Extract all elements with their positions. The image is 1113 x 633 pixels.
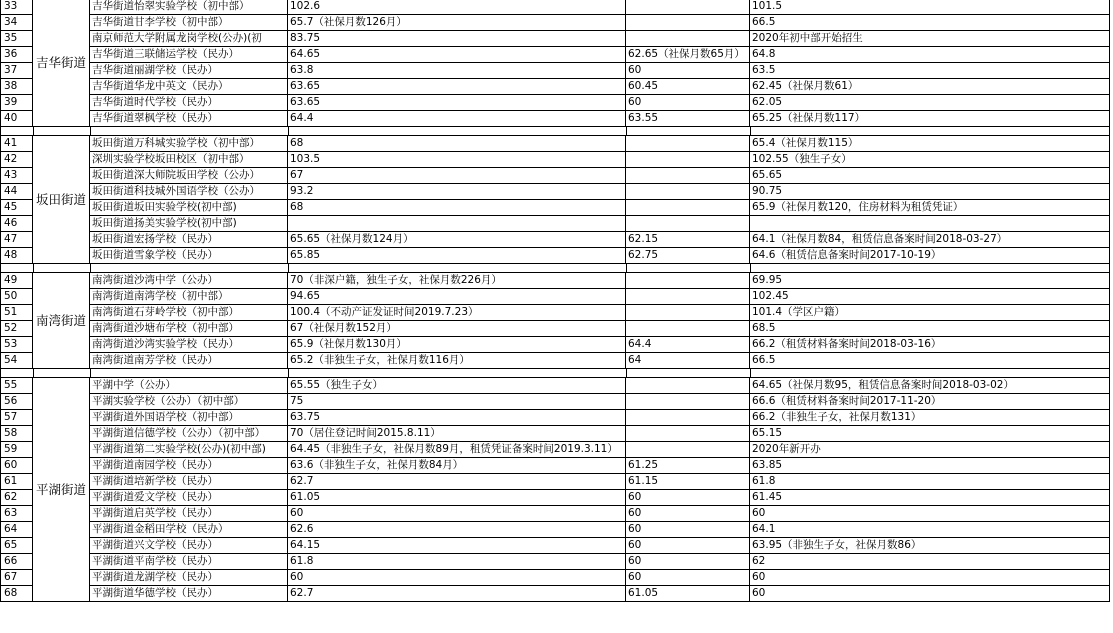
score-cell-private[interactable]: 60 xyxy=(626,63,750,79)
score-cell-public[interactable]: 60 xyxy=(288,506,626,522)
score-cell-private[interactable]: 60 xyxy=(626,490,750,506)
row-number-cell[interactable]: 64 xyxy=(0,522,33,538)
score-cell-prev-year[interactable]: 65.4（社保月数115） xyxy=(750,136,1110,152)
score-cell-private[interactable] xyxy=(626,136,750,152)
row-number-cell[interactable]: 59 xyxy=(0,442,33,458)
district-cell[interactable]: 吉华街道 xyxy=(33,0,90,127)
school-name-cell[interactable]: 平湖街道平南学校（民办） xyxy=(90,554,288,570)
school-name-cell[interactable]: 南湾街道沙湾实验学校（民办） xyxy=(90,337,288,353)
grid-line xyxy=(750,127,751,136)
score-cell-prev-year[interactable]: 64.1（社保月数84，租赁信息备案时间2018-03-27） xyxy=(750,232,1110,248)
score-cell-public[interactable]: 65.9（社保月数130月） xyxy=(288,337,626,353)
score-cell-private[interactable]: 60 xyxy=(626,554,750,570)
row-number-cell[interactable]: 60 xyxy=(0,458,33,474)
score-cell-public[interactable]: 94.65 xyxy=(288,289,626,305)
school-name-cell[interactable]: 平湖街道华德学校（民办） xyxy=(90,586,288,602)
school-name-cell[interactable]: 吉华街道翠枫学校（民办） xyxy=(90,111,288,127)
score-cell-public[interactable]: 64.65 xyxy=(288,47,626,63)
school-name-cell[interactable]: 平湖街道南园学校（民办） xyxy=(90,458,288,474)
score-cell-public[interactable]: 102.6 xyxy=(288,0,626,15)
row-number-cell[interactable]: 57 xyxy=(0,410,33,426)
score-cell-prev-year[interactable]: 69.95 xyxy=(750,273,1110,289)
score-cell-prev-year[interactable]: 65.65 xyxy=(750,168,1110,184)
score-cell-prev-year[interactable]: 102.45 xyxy=(750,289,1110,305)
score-cell-public[interactable]: 63.75 xyxy=(288,410,626,426)
score-cell-prev-year[interactable]: 63.95（非独生子女，社保月数86） xyxy=(750,538,1110,554)
school-name-cell[interactable]: 平湖中学（公办） xyxy=(90,378,288,394)
score-cell-private[interactable] xyxy=(626,216,750,232)
score-cell-private[interactable] xyxy=(626,31,750,47)
row-number-cell[interactable]: 68 xyxy=(0,586,33,602)
score-cell-private[interactable] xyxy=(626,426,750,442)
school-name-cell[interactable]: 平湖街道启英学校（民办） xyxy=(90,506,288,522)
grid-line xyxy=(626,127,627,136)
school-name-cell[interactable]: 平湖街道爱文学校（民办） xyxy=(90,490,288,506)
score-cell-public[interactable]: 67 xyxy=(288,168,626,184)
school-name-cell[interactable]: 坂田街道宏扬学校（民办） xyxy=(90,232,288,248)
score-cell-private[interactable] xyxy=(626,15,750,31)
group-separator xyxy=(0,127,1110,136)
row-number-cell[interactable]: 56 xyxy=(0,394,33,410)
score-cell-private[interactable]: 60 xyxy=(626,522,750,538)
school-name-cell[interactable]: 平湖实验学校（公办）（初中部） xyxy=(90,394,288,410)
score-cell-public[interactable]: 65.85 xyxy=(288,248,626,264)
school-name-cell[interactable]: 南湾街道南芳学校（民办） xyxy=(90,353,288,369)
score-cell-private[interactable]: 61.15 xyxy=(626,474,750,490)
score-cell-prev-year[interactable]: 66.2（租赁材料备案时间2018-03-16） xyxy=(750,337,1110,353)
row-number-cell[interactable]: 34 xyxy=(0,15,33,31)
score-cell-public[interactable]: 61.05 xyxy=(288,490,626,506)
score-cell-prev-year[interactable]: 64.1 xyxy=(750,522,1110,538)
row-number-cell[interactable]: 49 xyxy=(0,273,33,289)
school-name-cell[interactable]: 吉华街道时代学校（民办） xyxy=(90,95,288,111)
row-number-cell[interactable]: 38 xyxy=(0,79,33,95)
school-name-cell[interactable]: 坂田街道雪象学校（民办） xyxy=(90,248,288,264)
row-number-cell[interactable]: 37 xyxy=(0,63,33,79)
score-cell-prev-year[interactable]: 102.55（独生子女） xyxy=(750,152,1110,168)
score-cell-private[interactable]: 61.05 xyxy=(626,586,750,602)
score-cell-prev-year[interactable]: 61.8 xyxy=(750,474,1110,490)
score-cell-prev-year[interactable]: 2020年初中部开始招生 xyxy=(750,31,1110,47)
score-cell-private[interactable]: 64 xyxy=(626,353,750,369)
score-cell-prev-year[interactable]: 66.5 xyxy=(750,353,1110,369)
score-cell-private[interactable] xyxy=(626,305,750,321)
grid-line xyxy=(626,369,627,378)
score-cell-private[interactable]: 60 xyxy=(626,506,750,522)
school-name-cell[interactable]: 吉华街道怡翠实验学校（初中部） xyxy=(90,0,288,15)
score-cell-public[interactable]: 62.6 xyxy=(288,522,626,538)
row-number-cell[interactable]: 52 xyxy=(0,321,33,337)
score-cell-private[interactable] xyxy=(626,410,750,426)
grid-line xyxy=(33,369,34,378)
row-number-cell[interactable]: 62 xyxy=(0,490,33,506)
school-name-cell[interactable]: 坂田街道科技城外国语学校（公办） xyxy=(90,184,288,200)
score-cell-prev-year[interactable]: 63.5 xyxy=(750,63,1110,79)
school-name-cell[interactable]: 南湾街道南湾学校（初中部） xyxy=(90,289,288,305)
row-number-cell[interactable]: 65 xyxy=(0,538,33,554)
score-cell-public[interactable]: 65.2（非独生子女，社保月数116月） xyxy=(288,353,626,369)
grid-line xyxy=(750,264,751,273)
score-cell-public[interactable]: 70（居住登记时间2015.8.11） xyxy=(288,426,626,442)
score-cell-private[interactable] xyxy=(626,378,750,394)
district-cell[interactable]: 坂田街道 xyxy=(33,136,90,264)
score-cell-prev-year[interactable]: 101.5 xyxy=(750,0,1110,15)
grid-line xyxy=(90,127,91,136)
score-cell-private[interactable] xyxy=(626,200,750,216)
row-number-cell[interactable]: 44 xyxy=(0,184,33,200)
score-cell-public[interactable]: 63.6（非独生子女，社保月数84月） xyxy=(288,458,626,474)
score-cell-public[interactable]: 63.8 xyxy=(288,63,626,79)
group-separator xyxy=(0,264,1110,273)
score-cell-private[interactable]: 60 xyxy=(626,95,750,111)
score-cell-public[interactable]: 65.65（社保月数124月） xyxy=(288,232,626,248)
score-cell-public[interactable]: 103.5 xyxy=(288,152,626,168)
score-cell-prev-year[interactable]: 101.4（学区户籍） xyxy=(750,305,1110,321)
row-number-cell[interactable]: 40 xyxy=(0,111,33,127)
score-cell-public[interactable]: 65.55（独生子女） xyxy=(288,378,626,394)
score-cell-private[interactable] xyxy=(626,321,750,337)
grid-line xyxy=(90,264,91,273)
score-cell-public[interactable]: 63.65 xyxy=(288,95,626,111)
row-number-cell[interactable]: 55 xyxy=(0,378,33,394)
score-cell-private[interactable] xyxy=(626,184,750,200)
score-cell-public[interactable]: 65.7（社保月数126月） xyxy=(288,15,626,31)
score-cell-private[interactable]: 61.25 xyxy=(626,458,750,474)
score-cell-private[interactable]: 62.65（社保月数65月） xyxy=(626,47,750,63)
row-number-cell[interactable]: 43 xyxy=(0,168,33,184)
score-cell-prev-year[interactable]: 66.6（租赁材料备案时间2017-11-20） xyxy=(750,394,1110,410)
score-cell-prev-year[interactable]: 62.05 xyxy=(750,95,1110,111)
row-number-cell[interactable]: 42 xyxy=(0,152,33,168)
row-number-cell[interactable]: 67 xyxy=(0,570,33,586)
grid-line xyxy=(33,264,34,273)
school-name-cell[interactable]: 坂田街道坂田实验学校(初中部) xyxy=(90,200,288,216)
score-cell-public[interactable]: 64.4 xyxy=(288,111,626,127)
score-cell-prev-year[interactable]: 66.5 xyxy=(750,15,1110,31)
score-cell-prev-year[interactable]: 60 xyxy=(750,586,1110,602)
score-cell-public[interactable] xyxy=(288,216,626,232)
score-cell-private[interactable] xyxy=(626,152,750,168)
school-name-cell[interactable]: 吉华街道丽湖学校（民办） xyxy=(90,63,288,79)
row-number-cell[interactable]: 61 xyxy=(0,474,33,490)
score-cell-private[interactable]: 60 xyxy=(626,538,750,554)
score-cell-prev-year[interactable]: 62 xyxy=(750,554,1110,570)
school-name-cell[interactable]: 南湾街道石芽岭学校（初中部） xyxy=(90,305,288,321)
school-name-cell[interactable]: 南湾街道沙湾中学（公办） xyxy=(90,273,288,289)
grid-line xyxy=(288,369,289,378)
school-name-cell[interactable]: 平湖街道第二实验学校(公办)(初中部) xyxy=(90,442,288,458)
score-cell-private[interactable] xyxy=(626,394,750,410)
school-name-cell[interactable]: 吉华街道甘李学校（初中部） xyxy=(90,15,288,31)
school-name-cell[interactable]: 平湖街道信德学校（公办）（初中部） xyxy=(90,426,288,442)
score-cell-public[interactable]: 63.65 xyxy=(288,79,626,95)
grid-line xyxy=(288,127,289,136)
row-number-cell[interactable]: 35 xyxy=(0,31,33,47)
row-number-cell[interactable]: 51 xyxy=(0,305,33,321)
score-cell-public[interactable]: 100.4（不动产证发证时间2019.7.23） xyxy=(288,305,626,321)
row-number-cell[interactable]: 48 xyxy=(0,248,33,264)
score-cell-prev-year[interactable] xyxy=(750,216,1110,232)
score-cell-prev-year[interactable]: 62.45（社保月数61） xyxy=(750,79,1110,95)
score-cell-public[interactable]: 61.8 xyxy=(288,554,626,570)
score-cell-private[interactable]: 62.15 xyxy=(626,232,750,248)
district-cell[interactable]: 平湖街道 xyxy=(33,378,90,602)
score-cell-public[interactable]: 68 xyxy=(288,136,626,152)
group-separator xyxy=(0,369,1110,378)
school-name-cell[interactable]: 吉华街道三联储运学校（民办） xyxy=(90,47,288,63)
score-cell-public[interactable]: 64.15 xyxy=(288,538,626,554)
score-cell-private[interactable] xyxy=(626,0,750,15)
score-cell-prev-year[interactable]: 65.9（社保月数120，住房材料为租赁凭证） xyxy=(750,200,1110,216)
score-cell-prev-year[interactable]: 64.6（租赁信息备案时间2017-10-19） xyxy=(750,248,1110,264)
score-cell-public[interactable]: 62.7 xyxy=(288,474,626,490)
score-cell-prev-year[interactable]: 2020年新开办 xyxy=(750,442,1110,458)
score-cell-prev-year[interactable]: 64.8 xyxy=(750,47,1110,63)
row-number-cell[interactable]: 54 xyxy=(0,353,33,369)
score-cell-public[interactable]: 83.75 xyxy=(288,31,626,47)
row-number-cell[interactable]: 33 xyxy=(0,0,33,15)
row-number-cell[interactable]: 63 xyxy=(0,506,33,522)
score-cell-prev-year[interactable]: 60 xyxy=(750,506,1110,522)
school-name-cell[interactable]: 平湖街道培新学校（民办） xyxy=(90,474,288,490)
score-cell-public[interactable]: 64.45（非独生子女，社保月数89月，租赁凭证备案时间2019.3.11） xyxy=(288,442,626,458)
row-number-cell[interactable]: 41 xyxy=(0,136,33,152)
score-cell-prev-year[interactable]: 66.2（非独生子女，社保月数131） xyxy=(750,410,1110,426)
school-name-cell[interactable]: 平湖街道金稻田学校（民办） xyxy=(90,522,288,538)
row-number-cell[interactable]: 46 xyxy=(0,216,33,232)
score-cell-prev-year[interactable]: 90.75 xyxy=(750,184,1110,200)
row-number-cell[interactable]: 47 xyxy=(0,232,33,248)
score-cell-private[interactable] xyxy=(626,289,750,305)
school-name-cell[interactable]: 坂田街道深大师院坂田学校（公办） xyxy=(90,168,288,184)
score-cell-prev-year[interactable]: 60 xyxy=(750,570,1110,586)
district-cell[interactable]: 南湾街道 xyxy=(33,273,90,369)
score-cell-private[interactable] xyxy=(626,273,750,289)
score-cell-public[interactable]: 67（社保月数152月） xyxy=(288,321,626,337)
school-name-cell[interactable]: 深圳实验学校坂田校区（初中部） xyxy=(90,152,288,168)
score-cell-private[interactable]: 64.4 xyxy=(626,337,750,353)
school-name-cell[interactable]: 平湖街道外国语学校（初中部） xyxy=(90,410,288,426)
school-name-cell[interactable]: 平湖街道兴文学校（民办） xyxy=(90,538,288,554)
row-number-cell[interactable]: 58 xyxy=(0,426,33,442)
row-number-cell[interactable]: 45 xyxy=(0,200,33,216)
score-cell-private[interactable]: 62.75 xyxy=(626,248,750,264)
score-cell-prev-year[interactable]: 65.25（社保月数117） xyxy=(750,111,1110,127)
school-name-cell[interactable]: 坂田街道扬美实验学校(初中部) xyxy=(90,216,288,232)
row-number-cell[interactable]: 39 xyxy=(0,95,33,111)
grid-line xyxy=(33,127,34,136)
score-cell-prev-year[interactable]: 64.65（社保月数95，租赁信息备案时间2018-03-02） xyxy=(750,378,1110,394)
grid-line xyxy=(288,264,289,273)
score-cell-public[interactable]: 62.7 xyxy=(288,586,626,602)
score-cell-public[interactable]: 60 xyxy=(288,570,626,586)
row-number-cell[interactable]: 36 xyxy=(0,47,33,63)
row-number-cell[interactable]: 66 xyxy=(0,554,33,570)
score-cell-private[interactable]: 63.55 xyxy=(626,111,750,127)
score-cell-private[interactable] xyxy=(626,442,750,458)
school-name-cell[interactable]: 南京师范大学附属龙岗学校(公办)(初 xyxy=(90,31,288,47)
row-number-cell[interactable]: 50 xyxy=(0,289,33,305)
school-name-cell[interactable]: 南湾街道沙塘布学校（初中部） xyxy=(90,321,288,337)
score-cell-prev-year[interactable]: 63.85 xyxy=(750,458,1110,474)
score-cell-public[interactable]: 70（非深户籍，独生子女，社保月数226月） xyxy=(288,273,626,289)
grid-line xyxy=(750,369,751,378)
score-cell-prev-year[interactable]: 61.45 xyxy=(750,490,1110,506)
score-cell-private[interactable]: 60 xyxy=(626,570,750,586)
score-cell-public[interactable]: 68 xyxy=(288,200,626,216)
school-name-cell[interactable]: 坂田街道万科城实验学校（初中部） xyxy=(90,136,288,152)
score-cell-private[interactable] xyxy=(626,168,750,184)
school-name-cell[interactable]: 平湖街道龙湖学校（民办） xyxy=(90,570,288,586)
grid-line xyxy=(90,369,91,378)
score-cell-prev-year[interactable]: 68.5 xyxy=(750,321,1110,337)
row-number-cell[interactable]: 53 xyxy=(0,337,33,353)
score-cell-public[interactable]: 93.2 xyxy=(288,184,626,200)
score-cell-private[interactable]: 60.45 xyxy=(626,79,750,95)
score-cell-prev-year[interactable]: 65.15 xyxy=(750,426,1110,442)
school-name-cell[interactable]: 吉华街道华龙中英文（民办） xyxy=(90,79,288,95)
grid-line xyxy=(626,264,627,273)
score-cell-public[interactable]: 75 xyxy=(288,394,626,410)
